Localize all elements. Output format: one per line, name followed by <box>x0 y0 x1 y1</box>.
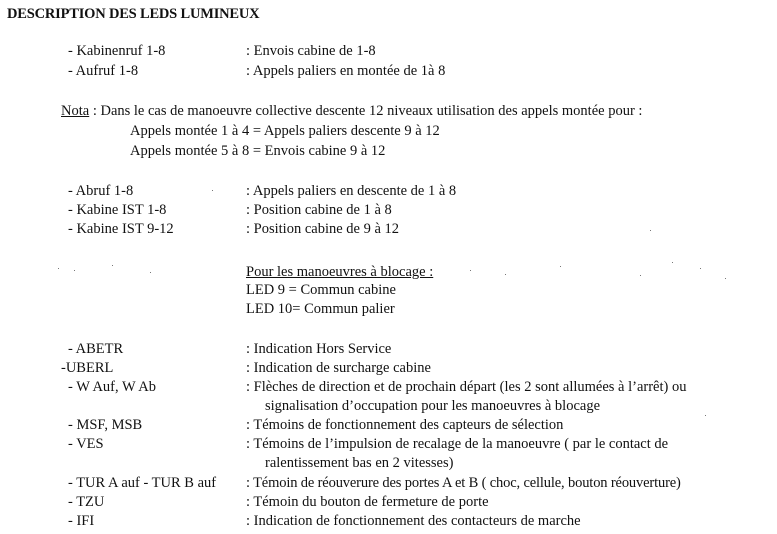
led-row-description: : Témoin de réouverure des portes A et B ( choc, cellule, bouton réouverture) <box>246 475 681 491</box>
led-row-description: : Appels paliers en montée de 1à 8 <box>246 63 446 79</box>
nota-line: Appels montée 5 à 8 = Envois cabine 9 à 12 <box>130 143 386 159</box>
led-row: - MSF, MSB <box>68 417 143 433</box>
blocage-line: LED 9 = Commun cabine <box>246 282 396 298</box>
scan-speck <box>212 190 213 191</box>
led-row: - Kabine IST 1-8 <box>68 202 167 218</box>
led-row: - Abruf 1-8 <box>68 183 134 199</box>
scan-speck <box>470 270 471 271</box>
led-row: - W Auf, W Ab <box>68 379 156 395</box>
nota-line: Appels montée 1 à 4 = Appels paliers descente 9 à 12 <box>130 123 440 139</box>
nota-paragraph <box>61 102 642 120</box>
led-row-description: : Envois cabine de 1-8 <box>246 43 376 59</box>
led-row: - TZU <box>68 494 105 510</box>
led-row: - VES <box>68 436 104 452</box>
scan-speck <box>705 415 706 416</box>
led-row-description: : Position cabine de 1 à 8 <box>246 202 392 218</box>
led-row-description: : Position cabine de 9 à 12 <box>246 221 400 237</box>
scan-speck <box>74 270 75 271</box>
led-row-description: : Témoins de fonctionnement des capteurs de sélection <box>246 417 564 433</box>
scan-speck <box>58 268 59 269</box>
led-row-description: : Témoin du bouton de fermeture de porte <box>246 494 489 510</box>
led-row: - Kabinenruf 1-8 <box>68 43 166 59</box>
led-row-description: : Appels paliers en descente de 1 à 8 <box>246 183 457 199</box>
led-row: - TUR A auf - TUR B auf <box>68 475 217 491</box>
scan-speck <box>505 274 506 275</box>
nota-label: Nota <box>61 103 90 119</box>
led-row: - Kabine IST 9-12 <box>68 221 174 237</box>
scan-speck <box>640 275 641 276</box>
led-row-description: : Indication Hors Service <box>246 341 392 357</box>
led-row: - IFI <box>68 513 95 529</box>
scan-speck <box>700 268 701 269</box>
led-row-continuation: signalisation d’occupation pour les manoeuvres à blocage <box>265 398 601 414</box>
scan-speck <box>725 278 726 279</box>
led-row-description: : Flèches de direction et de prochain départ (les 2 sont allumées à l’arrêt) ou <box>246 379 687 395</box>
led-row: - ABETR <box>68 341 124 357</box>
scan-speck <box>672 262 673 263</box>
led-row-description: : Indication de surcharge cabine <box>246 360 431 376</box>
led-row-continuation: ralentissement bas en 2 vitesses) <box>265 455 454 471</box>
nota-text: : Dans le cas de manoeuvre collective descente 12 niveaux utilisation des appels montée pour : <box>89 103 643 119</box>
led-row-description: : Indication de fonctionnement des contacteurs de marche <box>246 513 581 529</box>
page-title: DESCRIPTION DES LEDS LUMINEUX <box>7 6 260 22</box>
led-row-description: : Témoins de l’impulsion de recalage de la manoeuvre ( par le contact de <box>246 436 669 452</box>
blocage-heading: Pour les manoeuvres à blocage : <box>246 264 434 280</box>
scan-speck <box>560 266 561 267</box>
blocage-line: LED 10= Commun palier <box>246 301 395 317</box>
scan-speck <box>650 230 651 231</box>
scan-speck <box>112 265 113 266</box>
led-row: - Aufruf 1-8 <box>68 63 139 79</box>
led-row: -UBERL <box>61 360 114 376</box>
scan-speck <box>150 272 151 273</box>
